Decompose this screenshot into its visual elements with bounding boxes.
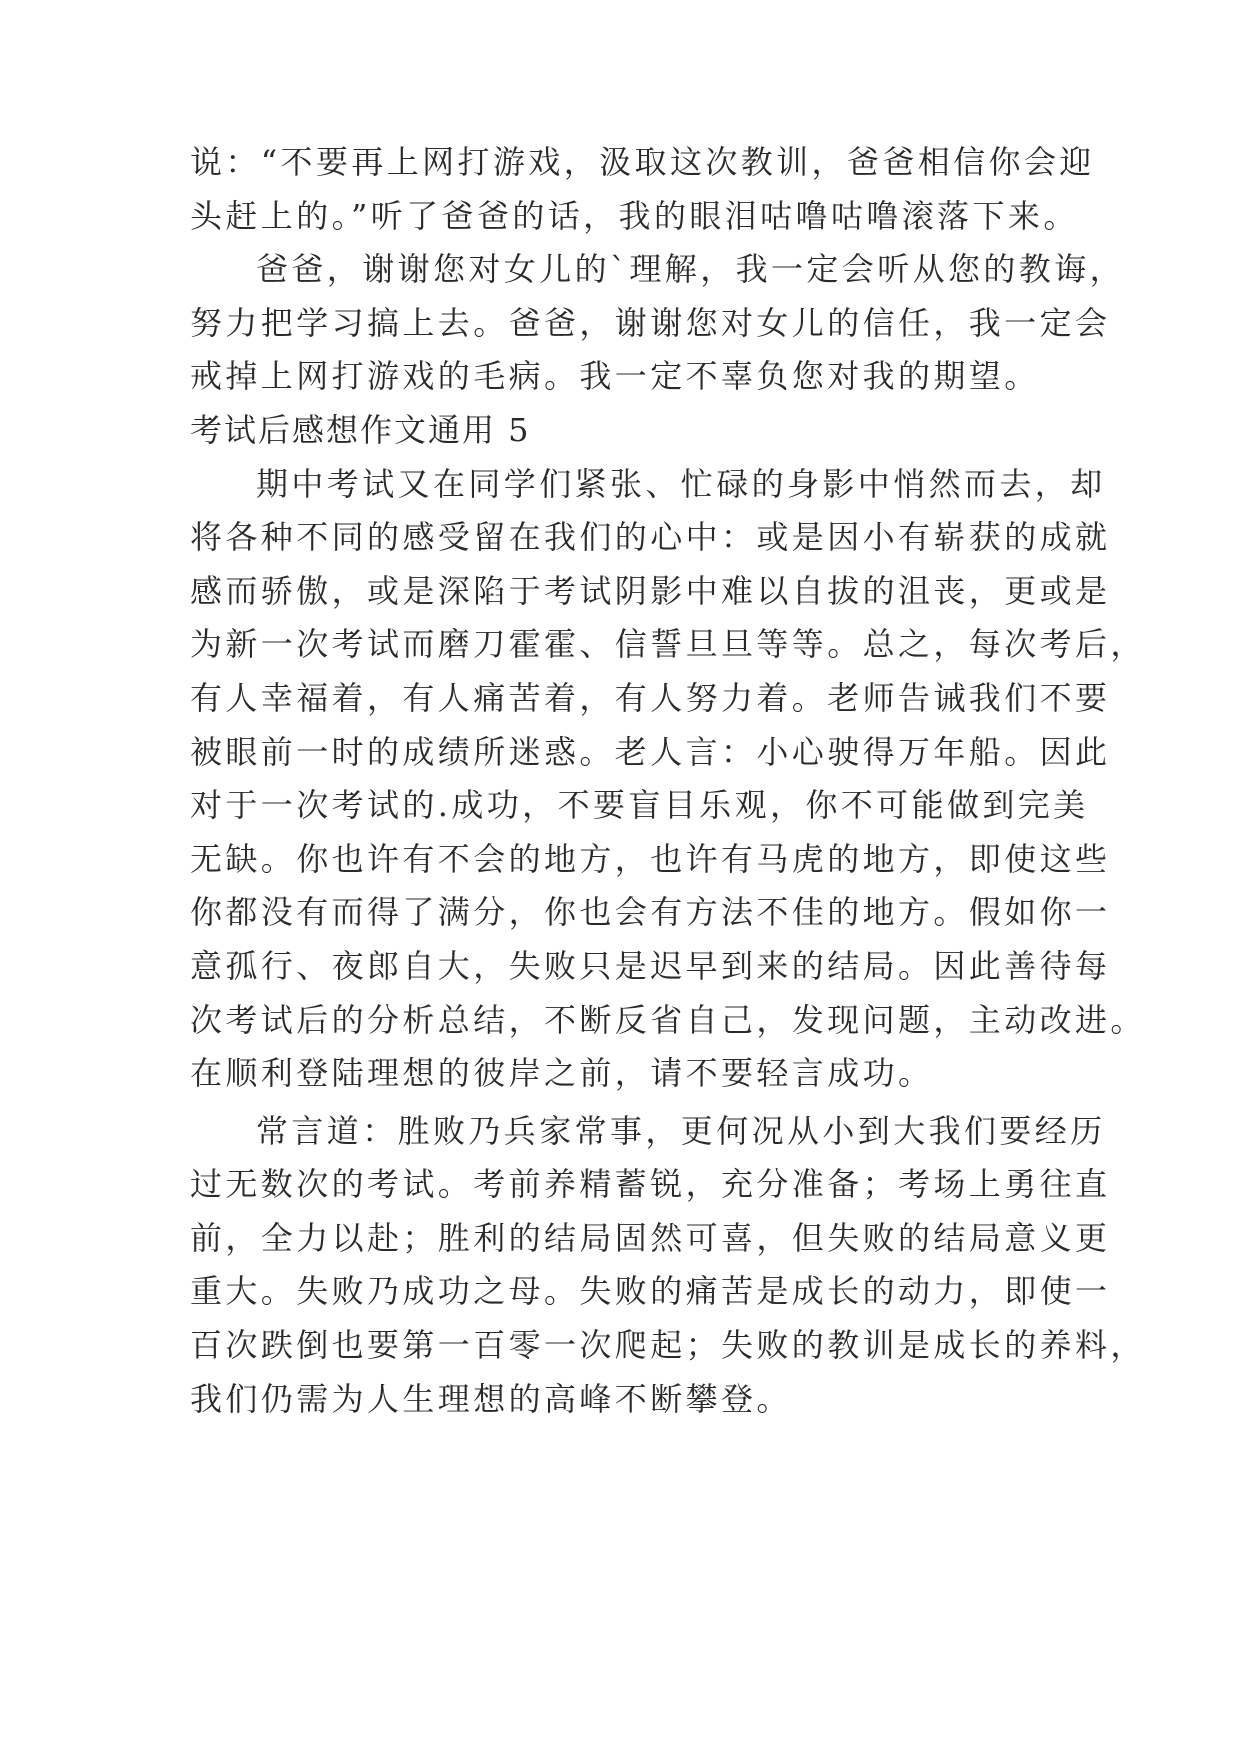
text-line: 你都没有而得了满分，你也会有方法不佳的地方。假如你一 [190,893,1111,932]
text-line: 说：“不要再上网打游戏，汲取这次教训，爸爸相信你会迎 [190,143,1095,181]
text-line: 对于一次考试的.成功，不要盲目乐观，你不可能做到完美 [190,786,1089,825]
text-line: 过无数次的考试。考前养精蓄锐，充分准备；考场上勇往直 [190,1165,1111,1204]
paragraph-1 [190,136,1095,243]
text-line: 头赶上的。”听了爸爸的话，我的眼泪咕噜咕噜滚落下来。 [190,196,1079,235]
text-line: 百次跌倒也要第一百零一次爬起；失败的教训是成长的养料， [190,1326,1146,1365]
paragraph-4 [190,1105,1146,1427]
text-line: 在顺利登陆理想的彼岸之前，请不要轻言成功。 [190,1054,934,1093]
text-line: 将各种不同的感受留在我们的心中：或是因小有崭获的成就 [190,518,1111,557]
text-line: 被眼前一时的成绩所迷惑。老人言：小心驶得万年船。因此 [190,732,1111,771]
paragraph-3 [190,458,1146,1101]
text-line: 无缺。你也许有不会的地方，也许有马虎的地方，即使这些 [190,839,1111,878]
paragraph-2 [190,243,1126,404]
text-line: 爸爸，谢谢您对女儿的`理解，我一定会听从您的教诲， [256,250,1126,289]
text-line: 我们仍需为人生理想的高峰不断攀登。 [190,1379,792,1418]
text-line: 次考试后的分析总结，不断反省自己，发现问题，主动改进。 [190,1000,1146,1039]
text-line: 期中考试又在同学们紧张、忙碌的身影中悄然而去，却 [256,464,1106,503]
text-line: 戒掉上网打游戏的毛病。我一定不辜负您对我的期望。 [190,357,1040,396]
heading-text: 考试后感想作文通用 5 [190,410,531,449]
text-line: 努力把学习搞上去。爸爸，谢谢您对女儿的信任，我一定会 [190,303,1111,342]
text-line: 前，全力以赴；胜利的结局固然可喜，但失败的结局意义更 [190,1218,1111,1257]
text-line: 感而骄傲，或是深陷于考试阴影中难以自拔的沮丧，更或是 [190,571,1111,610]
text-line: 有人幸福着，有人痛苦着，有人努力着。老师告诫我们不要 [190,678,1111,717]
text-line: 为新一次考试而磨刀霍霍、信誓旦旦等等。总之，每次考后， [190,625,1146,664]
text-line: 常言道：胜败乃兵家常事，更何况从小到大我们要经历 [256,1111,1106,1150]
text-line: 重大。失败乃成功之母。失败的痛苦是成长的动力，即使一 [190,1272,1111,1311]
document-body [190,136,1146,1426]
text-line: 意孤行、夜郎自大，失败只是迟早到来的结局。因此善待每 [190,946,1111,985]
section-heading [190,404,1050,458]
